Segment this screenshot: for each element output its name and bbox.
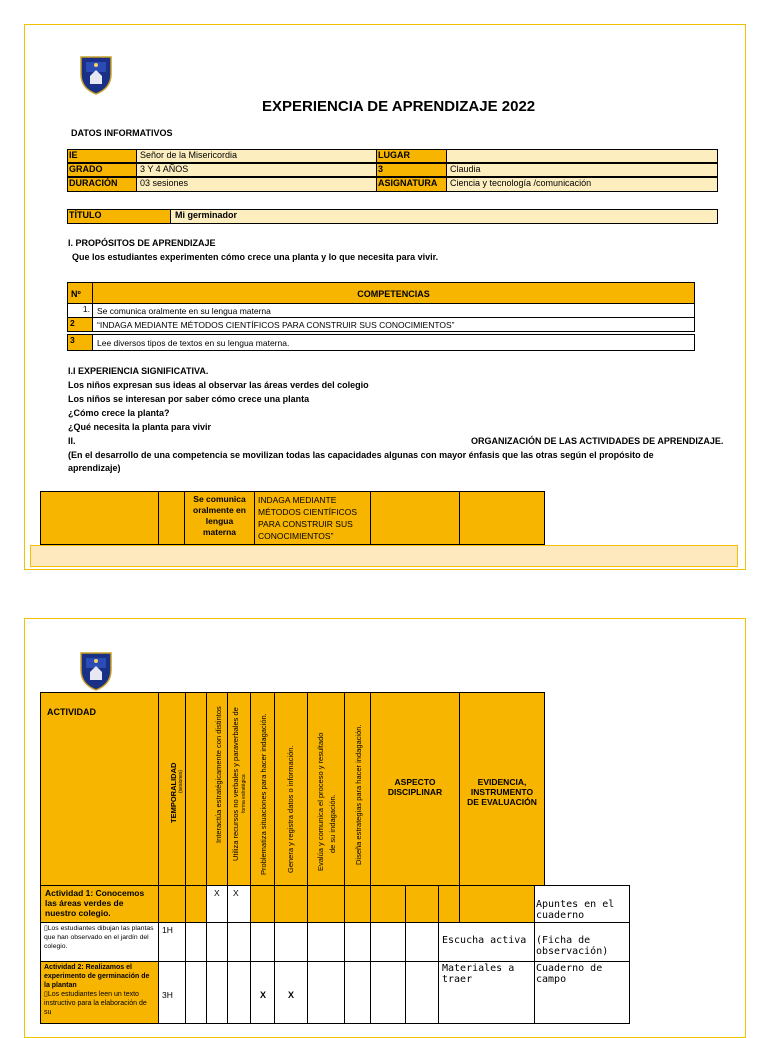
r1-c5 [307, 922, 345, 962]
info-lugar-value [446, 149, 718, 163]
r2-c2 [227, 961, 251, 1024]
r1-c4 [274, 922, 308, 962]
activity-1-c4 [274, 885, 308, 923]
org-col-actividad [40, 491, 159, 545]
activity-1-title: Actividad 1: Conocemos las áreas verdes de nuestro colegio. [40, 885, 159, 923]
datos-informativos-header: DATOS INFORMATIVOS [71, 128, 173, 138]
comp-row-1-n: 1. [67, 303, 93, 318]
col-blank-header [185, 692, 207, 886]
r2-a2 [405, 961, 439, 1024]
col-evidencia-header: EVIDENCIA, INSTRUMENTO DE EVALUACIÓN [459, 692, 545, 886]
comp-row-2-n: 2 [67, 317, 93, 332]
r1-c2 [227, 922, 251, 962]
org-col-aspecto [370, 491, 460, 545]
org-col-evidencia [459, 491, 545, 545]
info-ie-label: IE [67, 149, 137, 163]
org-col-comunica: Se comunica oralmente en lengua materna [184, 491, 255, 545]
r2-c1 [206, 961, 228, 1024]
comp-header-n: Nº [67, 282, 93, 304]
school-logo-icon [78, 650, 114, 692]
propositos-header: I. PROPÓSITOS DE APRENDIZAJE [68, 238, 216, 248]
r1-c0 [185, 922, 207, 962]
cap-2b-label: forma estratégica [241, 774, 247, 813]
cap-5b-label: de su indagación. [328, 794, 337, 853]
r1-a2 [405, 922, 439, 962]
organizacion-num: II. [68, 436, 76, 446]
activity-1-a1 [370, 885, 406, 923]
comp-header: COMPETENCIAS [92, 282, 695, 304]
info-asignatura-value: Ciencia y tecnología /comunicación [446, 177, 718, 192]
col-cap-6-header [344, 692, 371, 886]
activity-1-c6 [344, 885, 371, 923]
comp-row-3-n: 3 [67, 334, 93, 351]
page-1-footer-band [30, 545, 738, 567]
exp-line-2: Los niños expresan sus ideas al observar las áreas verdes del colegio [68, 380, 369, 390]
temporalidad-sub: (sesiones) [178, 769, 184, 793]
activity-1-e1 [459, 885, 535, 923]
activity-2-x2: X [274, 961, 308, 1024]
col-cap-3-header [250, 692, 275, 886]
r2-a1 [370, 961, 406, 1024]
exp-line-4: ¿Cómo crece la planta? [68, 408, 170, 418]
activity-2-time: 3H [158, 961, 186, 1024]
comp-row-2-text: “INDAGA MEDIANTE MÉTODOS CIENTÍFICOS PARA CONSTRUIR SUS CONOCIMIENTOS” [92, 317, 695, 332]
activity-1-x1: X [206, 885, 228, 923]
col-cap-5-header [307, 692, 345, 886]
cap-1-label: Interactúa estratégicamente con distintos [214, 706, 223, 843]
activity-1-desc [40, 922, 159, 962]
temporalidad-label: TEMPORALIDAD [169, 762, 178, 823]
col-cap-1-header [206, 692, 228, 886]
exp-line-3: Los niños se interesan por saber cómo crece una planta [68, 394, 310, 404]
activity-1-c3 [250, 885, 275, 923]
school-logo-icon [78, 54, 114, 96]
col-cap-4-header [274, 692, 308, 886]
info-ie-value: Señor de la Misericordia [136, 149, 377, 163]
org-col-indaga: INDAGA MEDIANTE MÉTODOS CIENTÍFICOS PARA CONSTRUIR SUS CONOCIMIENTOS” [254, 491, 371, 545]
activity-1-blank-top [185, 885, 207, 923]
col-temporalidad-header [158, 692, 186, 886]
activity-1-time-top [158, 885, 186, 923]
r1-c3 [250, 922, 275, 962]
materiales-cell: Materiales a traer [438, 961, 535, 1024]
organizacion-title: ORGANIZACIÓN DE LAS ACTIVIDADES DE APRENDIZAJE. [471, 436, 724, 446]
r1-a1 [370, 922, 406, 962]
activity-2-x1: X [250, 961, 275, 1024]
r1-c1 [206, 922, 228, 962]
activity-1-c5 [307, 885, 345, 923]
activity-1-desc-text: Los estudiantes dibujan las plantas que han observado en el jardín del colegio. [44, 925, 154, 950]
info-3-label: 3 [376, 163, 447, 177]
info-duracion-value: 03 sesiones [136, 177, 377, 192]
activity-2-cell [40, 961, 159, 1024]
cap-3-label: Problematiza situaciones para hacer indagación. [259, 713, 268, 875]
activity-1-a3 [438, 885, 460, 923]
info-duracion-label: DURACIÓN [67, 177, 137, 192]
page-title: EXPERIENCIA DE APRENDIZAJE 2022 [262, 98, 536, 115]
exp-line-1: I.I EXPERIENCIA SIGNIFICATIVA. [68, 366, 209, 376]
r2-c5 [307, 961, 345, 1024]
col-actividad-header: ACTIVIDAD [40, 692, 159, 886]
ficha-cell: (Ficha de observación) [534, 922, 630, 962]
organizacion-text-1: (En el desarrollo de una competencia se movilizan todas las capacidades algunas con mayor énfasis que las otras según el propósito de [68, 450, 654, 460]
info-lugar-label: LUGAR [376, 149, 447, 163]
info-grado-label: GRADO [67, 163, 137, 177]
titulo-label: TÍTULO [67, 209, 171, 224]
exp-line-5: ¿Qué necesita la planta para vivir [68, 422, 212, 432]
info-grado-value: 3 Y 4 AÑOS [136, 163, 377, 177]
col-cap-2-header [227, 692, 251, 886]
org-col-temporalidad [158, 491, 185, 545]
titulo-value: Mi germinador [170, 209, 718, 224]
bullet-icon: ▯ [44, 991, 48, 998]
cap-2-label: Utiliza recursos no verbales y paraverbales de [231, 707, 240, 861]
bullet-icon: ▯ [44, 925, 48, 932]
propositos-text: Que los estudiantes experimenten cómo crece una planta y lo que necesita para vivir. [72, 252, 439, 262]
activity-2-title: Actividad 2: Realizamos el experimento de germinación de la plantan [44, 964, 150, 989]
activity-1-a2 [405, 885, 439, 923]
activity-1-time: 1H [158, 922, 186, 962]
r1-c6 [344, 922, 371, 962]
info-asignatura-label: ASIGNATURA [376, 177, 447, 192]
apuntes-cell: Apuntes en el cuaderno [534, 885, 630, 923]
col-aspecto-header: ASPECTO DISCIPLINAR [370, 692, 460, 886]
cap-6-label: Diseña estrategias para hacer indagación. [354, 724, 363, 865]
info-docente-value: Claudia [446, 163, 718, 177]
organizacion-text-2: aprendizaje) [68, 463, 121, 473]
comp-row-3-text: Lee diversos tipos de textos en su lengua materna. [92, 334, 695, 351]
cap-5-label: Evalúa y comunica el proceso y resultado [316, 732, 325, 871]
cap-4-label: Genera y registra datos o información. [286, 745, 295, 873]
comp-row-1-text: Se comunica oralmente en su lengua materna [92, 303, 695, 318]
escucha-cell: Escucha activa [438, 922, 535, 962]
activity-2-desc: Los estudiantes leen un texto instructivo para la elaboración de su [44, 991, 147, 1016]
r2-c6 [344, 961, 371, 1024]
cuaderno-cell: Cuaderno de campo [534, 961, 630, 1024]
activity-1-x2: X [227, 885, 251, 923]
r2-c0 [185, 961, 207, 1024]
